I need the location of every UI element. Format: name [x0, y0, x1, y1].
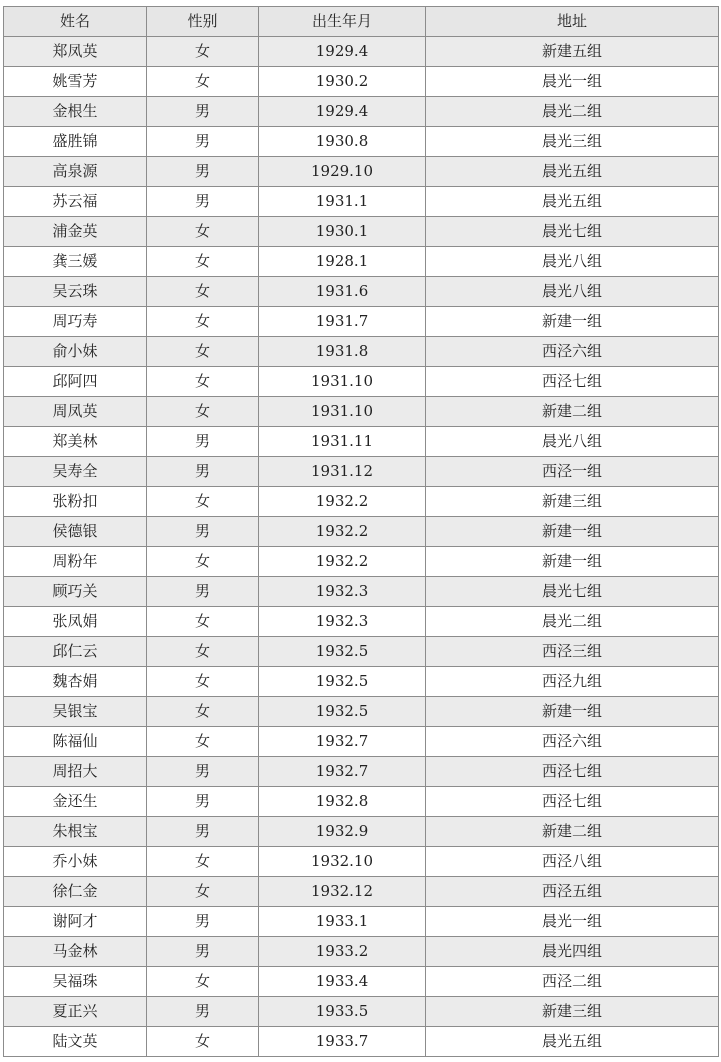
table-row: [4, 427, 719, 457]
table-row: [4, 367, 719, 397]
cell-sex: 女: [147, 367, 259, 397]
column-header-name: 姓名: [4, 7, 147, 37]
cell-birth-date: 1931.8: [259, 337, 426, 367]
cell-birth-date: 1931.1: [259, 187, 426, 217]
table-row: [4, 547, 719, 577]
table-row: [4, 217, 719, 247]
cell-name: 周巧寿: [4, 307, 147, 337]
cell-address: 新建一组: [426, 697, 719, 727]
cell-name: 姚雪芳: [4, 67, 147, 97]
cell-birth-date: 1932.2: [259, 487, 426, 517]
cell-address: 西泾六组: [426, 727, 719, 757]
cell-address: 新建一组: [426, 307, 719, 337]
cell-birth-date: 1932.2: [259, 547, 426, 577]
cell-name: 张粉扣: [4, 487, 147, 517]
cell-name: 陆文英: [4, 1027, 147, 1057]
cell-sex: 女: [147, 877, 259, 907]
table-row: [4, 697, 719, 727]
cell-name: 侯德银: [4, 517, 147, 547]
cell-birth-date: 1929.10: [259, 157, 426, 187]
cell-sex: 男: [147, 157, 259, 187]
cell-sex: 女: [147, 67, 259, 97]
cell-address: 新建一组: [426, 517, 719, 547]
cell-name: 谢阿才: [4, 907, 147, 937]
cell-birth-date: 1933.5: [259, 997, 426, 1027]
cell-name: 金还生: [4, 787, 147, 817]
cell-birth-date: 1932.5: [259, 697, 426, 727]
cell-birth-date: 1931.10: [259, 397, 426, 427]
table-row: [4, 937, 719, 967]
cell-address: 晨光一组: [426, 907, 719, 937]
cell-birth-date: 1932.2: [259, 517, 426, 547]
cell-sex: 男: [147, 187, 259, 217]
column-header-sex: 性别: [147, 7, 259, 37]
cell-birth-date: 1929.4: [259, 37, 426, 67]
table-row: [4, 457, 719, 487]
cell-birth-date: 1930.8: [259, 127, 426, 157]
cell-birth-date: 1930.2: [259, 67, 426, 97]
cell-name: 乔小妹: [4, 847, 147, 877]
cell-name: 邱仁云: [4, 637, 147, 667]
cell-name: 周招大: [4, 757, 147, 787]
cell-name: 吴云珠: [4, 277, 147, 307]
cell-name: 魏杏娟: [4, 667, 147, 697]
cell-birth-date: 1930.1: [259, 217, 426, 247]
cell-birth-date: 1931.7: [259, 307, 426, 337]
table-row: [4, 127, 719, 157]
cell-sex: 男: [147, 577, 259, 607]
table-row: [4, 637, 719, 667]
column-header-address: 地址: [426, 7, 719, 37]
cell-birth-date: 1932.8: [259, 787, 426, 817]
cell-sex: 女: [147, 697, 259, 727]
cell-address: 西泾九组: [426, 667, 719, 697]
cell-address: 西泾七组: [426, 787, 719, 817]
cell-sex: 男: [147, 787, 259, 817]
cell-sex: 女: [147, 1027, 259, 1057]
cell-address: 晨光五组: [426, 1027, 719, 1057]
cell-sex: 女: [147, 487, 259, 517]
table-row: [4, 487, 719, 517]
cell-birth-date: 1932.10: [259, 847, 426, 877]
table-row: [4, 397, 719, 427]
cell-birth-date: 1929.4: [259, 97, 426, 127]
cell-sex: 男: [147, 427, 259, 457]
table-row: [4, 37, 719, 67]
table-row: [4, 967, 719, 997]
cell-name: 马金林: [4, 937, 147, 967]
cell-name: 盛胜锦: [4, 127, 147, 157]
cell-address: 西泾一组: [426, 457, 719, 487]
table-row: [4, 337, 719, 367]
cell-address: 晨光五组: [426, 187, 719, 217]
cell-address: 西泾七组: [426, 757, 719, 787]
residents-table: [3, 6, 719, 1057]
cell-sex: 女: [147, 637, 259, 667]
table-row: [4, 277, 719, 307]
cell-name: 苏云福: [4, 187, 147, 217]
cell-birth-date: 1932.12: [259, 877, 426, 907]
cell-name: 高泉源: [4, 157, 147, 187]
table-row: [4, 757, 719, 787]
document-page: [3, 6, 718, 1057]
table-row: [4, 877, 719, 907]
cell-sex: 男: [147, 997, 259, 1027]
cell-name: 吴福珠: [4, 967, 147, 997]
cell-birth-date: 1928.1: [259, 247, 426, 277]
cell-address: 新建二组: [426, 397, 719, 427]
cell-birth-date: 1932.3: [259, 607, 426, 637]
table-row: [4, 607, 719, 637]
cell-address: 新建三组: [426, 997, 719, 1027]
cell-address: 晨光八组: [426, 427, 719, 457]
cell-address: 晨光二组: [426, 607, 719, 637]
cell-name: 周粉年: [4, 547, 147, 577]
cell-name: 吴寿全: [4, 457, 147, 487]
cell-address: 西泾三组: [426, 637, 719, 667]
cell-sex: 女: [147, 607, 259, 637]
table-row: [4, 517, 719, 547]
cell-name: 金根生: [4, 97, 147, 127]
table-row: [4, 727, 719, 757]
cell-birth-date: 1931.6: [259, 277, 426, 307]
cell-birth-date: 1932.7: [259, 727, 426, 757]
cell-sex: 女: [147, 547, 259, 577]
cell-address: 西泾八组: [426, 847, 719, 877]
cell-sex: 女: [147, 967, 259, 997]
cell-address: 晨光七组: [426, 577, 719, 607]
cell-birth-date: 1931.12: [259, 457, 426, 487]
cell-sex: 女: [147, 337, 259, 367]
cell-birth-date: 1932.7: [259, 757, 426, 787]
cell-address: 晨光一组: [426, 67, 719, 97]
cell-sex: 女: [147, 247, 259, 277]
cell-name: 张凤娟: [4, 607, 147, 637]
cell-address: 西泾五组: [426, 877, 719, 907]
cell-address: 西泾二组: [426, 967, 719, 997]
cell-birth-date: 1933.2: [259, 937, 426, 967]
table-row: [4, 1027, 719, 1057]
cell-address: 西泾七组: [426, 367, 719, 397]
cell-name: 徐仁金: [4, 877, 147, 907]
cell-birth-date: 1933.1: [259, 907, 426, 937]
cell-sex: 女: [147, 37, 259, 67]
cell-name: 吴银宝: [4, 697, 147, 727]
cell-birth-date: 1932.3: [259, 577, 426, 607]
cell-name: 浦金英: [4, 217, 147, 247]
cell-sex: 女: [147, 847, 259, 877]
column-header-birth-date: 出生年月: [259, 7, 426, 37]
cell-name: 俞小妹: [4, 337, 147, 367]
cell-sex: 男: [147, 127, 259, 157]
cell-sex: 男: [147, 817, 259, 847]
cell-sex: 女: [147, 727, 259, 757]
cell-address: 晨光三组: [426, 127, 719, 157]
cell-birth-date: 1931.10: [259, 367, 426, 397]
cell-name: 邱阿四: [4, 367, 147, 397]
cell-address: 新建三组: [426, 487, 719, 517]
cell-name: 朱根宝: [4, 817, 147, 847]
cell-address: 晨光七组: [426, 217, 719, 247]
cell-name: 龚三媛: [4, 247, 147, 277]
cell-address: 晨光二组: [426, 97, 719, 127]
cell-address: 晨光八组: [426, 277, 719, 307]
cell-sex: 女: [147, 277, 259, 307]
table-row: [4, 787, 719, 817]
cell-name: 陈福仙: [4, 727, 147, 757]
cell-address: 晨光五组: [426, 157, 719, 187]
table-header: [4, 7, 719, 37]
cell-address: 晨光八组: [426, 247, 719, 277]
cell-name: 周凤英: [4, 397, 147, 427]
cell-sex: 女: [147, 667, 259, 697]
cell-sex: 男: [147, 907, 259, 937]
cell-sex: 女: [147, 217, 259, 247]
table-row: [4, 907, 719, 937]
table-row: [4, 157, 719, 187]
cell-address: 晨光四组: [426, 937, 719, 967]
cell-birth-date: 1933.7: [259, 1027, 426, 1057]
table-row: [4, 187, 719, 217]
table-row: [4, 817, 719, 847]
cell-birth-date: 1932.9: [259, 817, 426, 847]
cell-address: 西泾六组: [426, 337, 719, 367]
cell-birth-date: 1931.11: [259, 427, 426, 457]
cell-name: 顾巧关: [4, 577, 147, 607]
cell-address: 新建五组: [426, 37, 719, 67]
table-row: [4, 247, 719, 277]
cell-address: 新建二组: [426, 817, 719, 847]
cell-name: 郑美林: [4, 427, 147, 457]
cell-sex: 男: [147, 97, 259, 127]
table-row: [4, 997, 719, 1027]
cell-sex: 男: [147, 457, 259, 487]
cell-address: 新建一组: [426, 547, 719, 577]
table-row: [4, 307, 719, 337]
table-row: [4, 577, 719, 607]
cell-birth-date: 1933.4: [259, 967, 426, 997]
table-row: [4, 97, 719, 127]
table-body: [4, 37, 719, 1057]
cell-sex: 男: [147, 757, 259, 787]
cell-sex: 男: [147, 517, 259, 547]
cell-sex: 男: [147, 937, 259, 967]
header-row: [4, 7, 719, 37]
table-row: [4, 67, 719, 97]
cell-name: 夏正兴: [4, 997, 147, 1027]
cell-sex: 女: [147, 307, 259, 337]
cell-birth-date: 1932.5: [259, 667, 426, 697]
cell-birth-date: 1932.5: [259, 637, 426, 667]
table-row: [4, 847, 719, 877]
table-row: [4, 667, 719, 697]
cell-name: 郑凤英: [4, 37, 147, 67]
cell-sex: 女: [147, 397, 259, 427]
